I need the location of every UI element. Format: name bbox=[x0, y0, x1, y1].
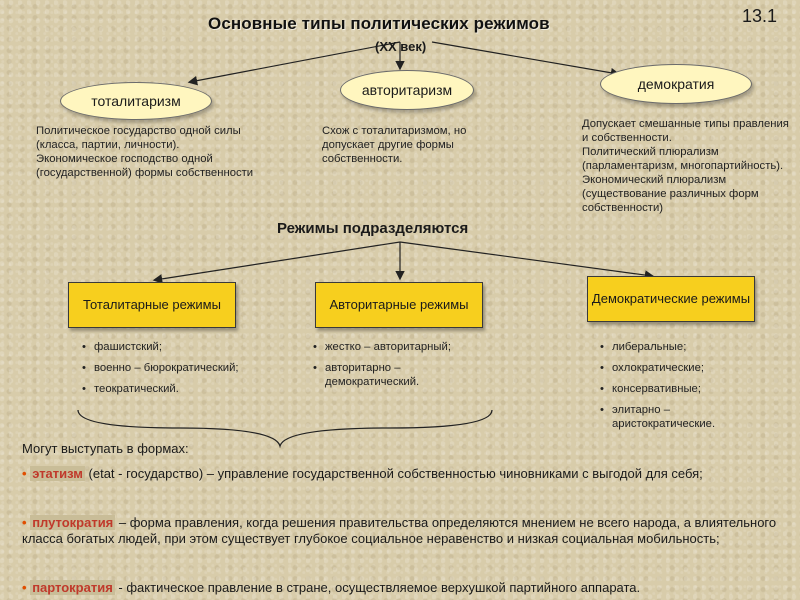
arrow-to-totalitarian-regimes bbox=[155, 242, 400, 280]
form-text: - фактическое правление в стране, осуществляемое верхушкой партийного аппарата. bbox=[114, 580, 641, 595]
oval-democracy bbox=[600, 64, 752, 104]
page-title: Основные типы политических режимов bbox=[208, 14, 550, 33]
list-item: • авторитарно – демократический. bbox=[313, 361, 493, 389]
subdivision-heading: Режимы подразделяются bbox=[277, 220, 469, 237]
oval-authoritarianism bbox=[340, 70, 474, 110]
list-item: • жестко – авторитарный; bbox=[313, 340, 493, 354]
oval-totalitarianism bbox=[60, 82, 212, 120]
list-item: • либеральные; bbox=[600, 340, 750, 354]
term-plutocracy: плутократия bbox=[32, 515, 114, 530]
box-label: Тоталитарные режимы bbox=[83, 297, 221, 312]
box-label: Демократические режимы bbox=[591, 291, 751, 306]
form-item-partocracy bbox=[22, 580, 782, 596]
list-item: • теократический. bbox=[82, 382, 242, 396]
box-democratic-regimes bbox=[587, 276, 755, 322]
description-totalitarianism: Политическое государство одной силы (класса, партии, личности). Экономическое господство одной (государственной) формы собственности bbox=[36, 125, 254, 179]
bullet: • bbox=[22, 515, 27, 530]
bullet: • bbox=[22, 580, 27, 595]
forms-intro: Могут выступать в формах: bbox=[22, 441, 189, 456]
oval-label: демократия bbox=[637, 76, 715, 92]
oval-label: тоталитаризм bbox=[91, 93, 181, 109]
page-subtitle: (XX век) bbox=[375, 39, 427, 54]
term-partocracy: партократия bbox=[32, 580, 113, 595]
bullet: • bbox=[22, 466, 27, 481]
box-totalitarian-regimes bbox=[68, 282, 236, 328]
oval-label: авторитаризм bbox=[361, 82, 453, 98]
form-item-plutocracy bbox=[22, 515, 782, 547]
list-authoritarian-regimes bbox=[313, 340, 493, 396]
list-item: • военно – бюрократический; bbox=[82, 361, 242, 375]
list-totalitarian-regimes bbox=[82, 340, 242, 403]
box-authoritarian-regimes bbox=[315, 282, 483, 328]
list-item: • консервативные; bbox=[600, 382, 750, 396]
form-text: (etat - государство) – управление государственной собственностью чиновниками с выгодой для себя; bbox=[84, 466, 703, 481]
slide-number: 13.1 bbox=[742, 6, 778, 26]
term-etatism: этатизм bbox=[32, 466, 83, 481]
list-item: • охлократические; bbox=[600, 361, 750, 375]
list-item: • фашистский; bbox=[82, 340, 242, 354]
list-democratic-regimes bbox=[600, 340, 750, 438]
box-label: Авторитарные режимы bbox=[329, 297, 469, 312]
description-democracy: Допускает смешанные типы правления и собственности. Политический плюрализм (парламентаризм, многопартийность). Экономический плюрализм (существование различных форм собственности) bbox=[582, 118, 789, 214]
arrow-to-democracy bbox=[432, 42, 618, 74]
description-authoritarianism: Схож с тоталитаризмом, но допускает другие формы собственности. bbox=[322, 125, 467, 165]
form-text: – форма правления, когда решения правительства определяются мнением не всего народа, а влиятельного класса богатых людей, при этом существует глубокое социальное неравенство и низкая социальная мобильность; bbox=[22, 515, 777, 546]
list-item: • элитарно – аристократические. bbox=[600, 403, 750, 431]
form-item-etatism bbox=[22, 466, 782, 482]
arrow-to-democratic-regimes bbox=[400, 242, 652, 276]
